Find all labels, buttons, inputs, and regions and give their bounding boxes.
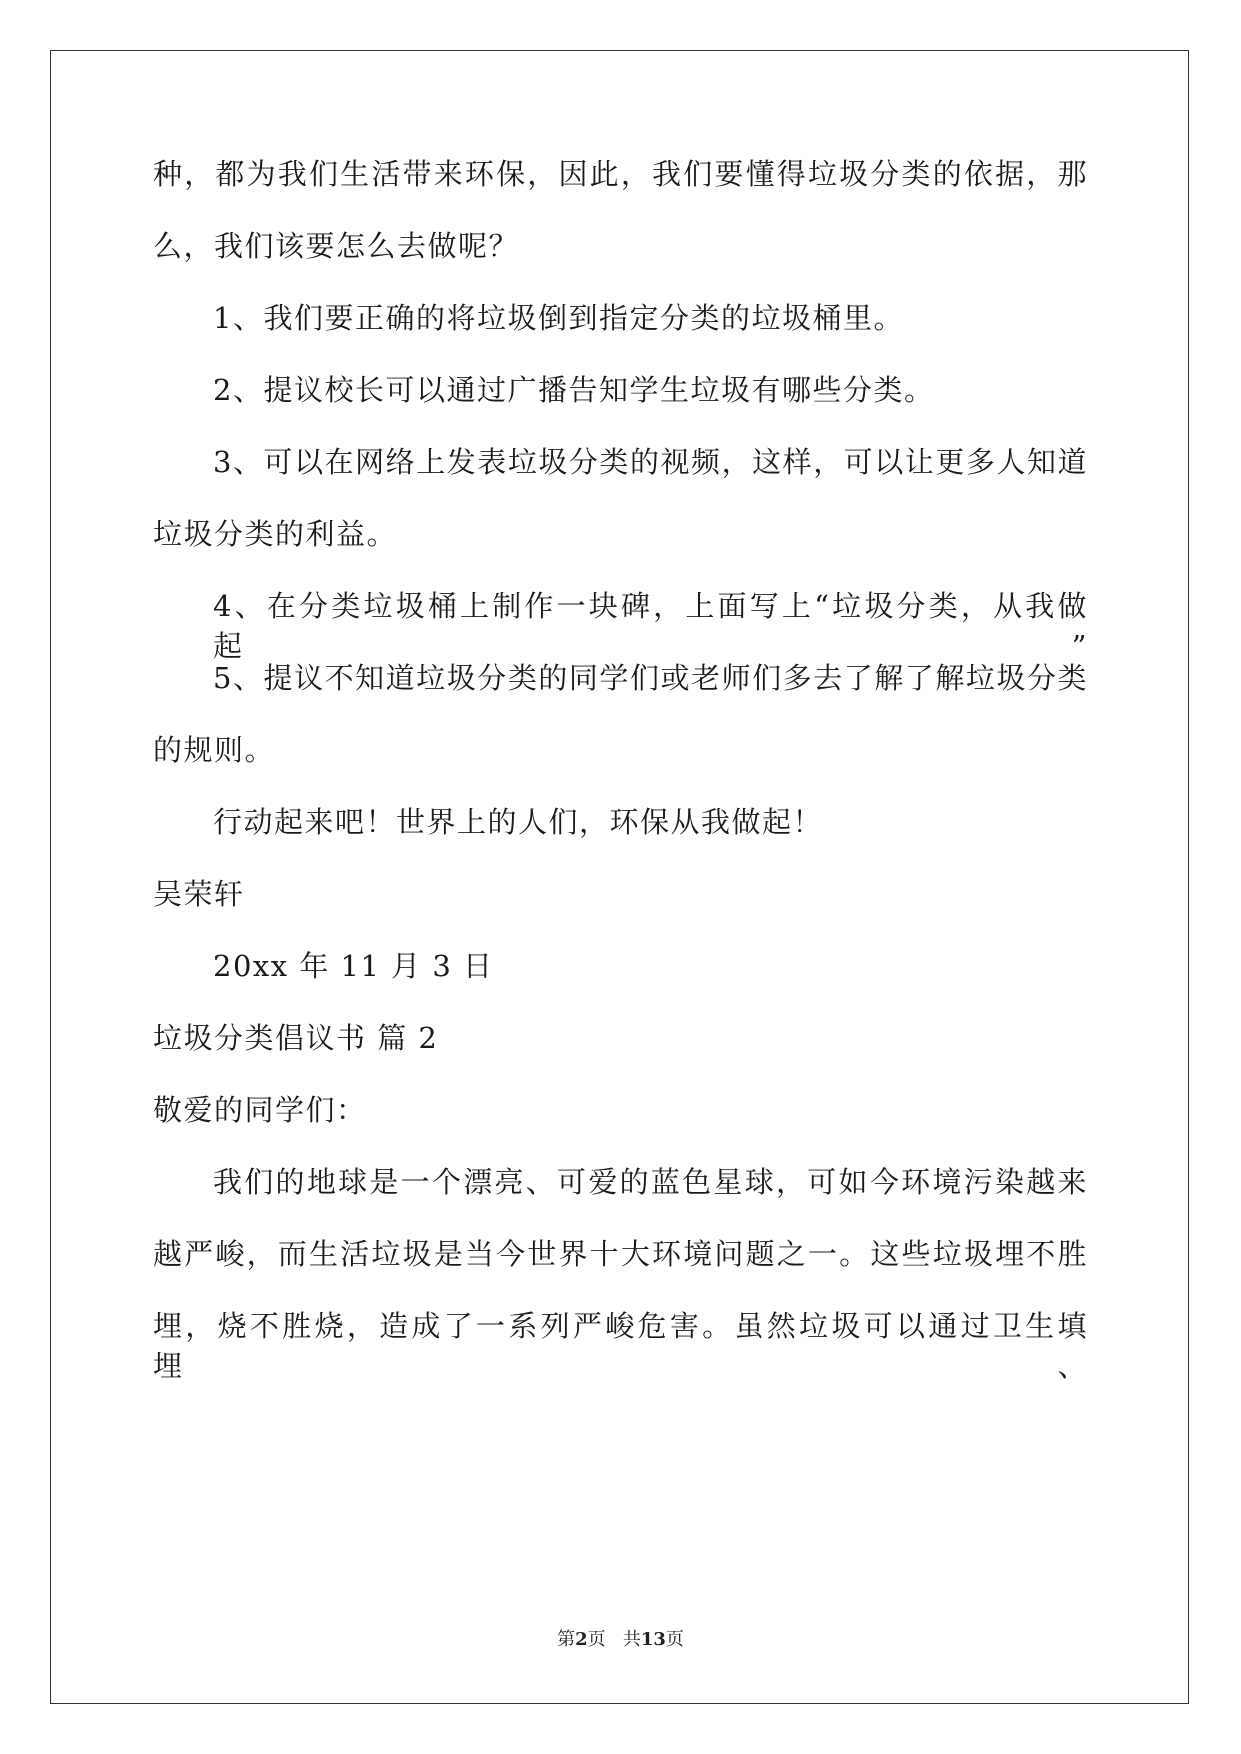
text-line: 的规则。 <box>153 733 276 767</box>
text-line: 种，都为我们生活带来环保，因此，我们要懂得垃圾分类的依据，那 <box>153 157 1088 191</box>
footer-total-prefix: 共 <box>622 1629 641 1650</box>
footer-page-number: 2 <box>575 1629 588 1650</box>
text-line: 么，我们该要怎么去做呢？ <box>153 229 520 263</box>
signature-name: 吴荣轩 <box>153 877 245 911</box>
footer-page-suffix: 页 <box>587 1629 606 1650</box>
footer-total-pages: 13 <box>640 1629 666 1650</box>
list-item: 4、在分类垃圾桶上制作一块碑，上面写上“垃圾分类，从我做起” <box>213 589 1088 663</box>
list-item: 5、提议不知道垃圾分类的同学们或老师们多去了解了解垃圾分类 <box>213 661 1088 695</box>
text-line: 埋，烧不胜烧，造成了一系列严峻危害。虽然垃圾可以通过卫生填埋、 <box>153 1309 1088 1383</box>
closing-line: 行动起来吧！世界上的人们，环保从我做起！ <box>213 805 824 839</box>
footer-total-suffix: 页 <box>665 1629 684 1650</box>
salutation: 敬爱的同学们： <box>153 1093 367 1127</box>
page-footer <box>0 1628 1241 1652</box>
list-item: 2、提议校长可以通过广播告知学生垃圾有哪些分类。 <box>213 373 935 407</box>
date-line: 20xx 年 11 月 3 日 <box>213 949 494 983</box>
footer-prefix: 第 <box>557 1629 576 1650</box>
text-line: 垃圾分类的利益。 <box>153 517 398 551</box>
section-title: 垃圾分类倡议书 篇 2 <box>153 1021 439 1055</box>
text-line: 越严峻，而生活垃圾是当今世界十大环境问题之一。这些垃圾埋不胜 <box>153 1237 1088 1271</box>
list-item: 3、可以在网络上发表垃圾分类的视频，这样，可以让更多人知道 <box>213 445 1088 479</box>
list-item: 1、我们要正确的将垃圾倒到指定分类的垃圾桶里。 <box>213 301 904 335</box>
text-line: 我们的地球是一个漂亮、可爱的蓝色星球，可如今环境污染越来 <box>213 1165 1088 1199</box>
